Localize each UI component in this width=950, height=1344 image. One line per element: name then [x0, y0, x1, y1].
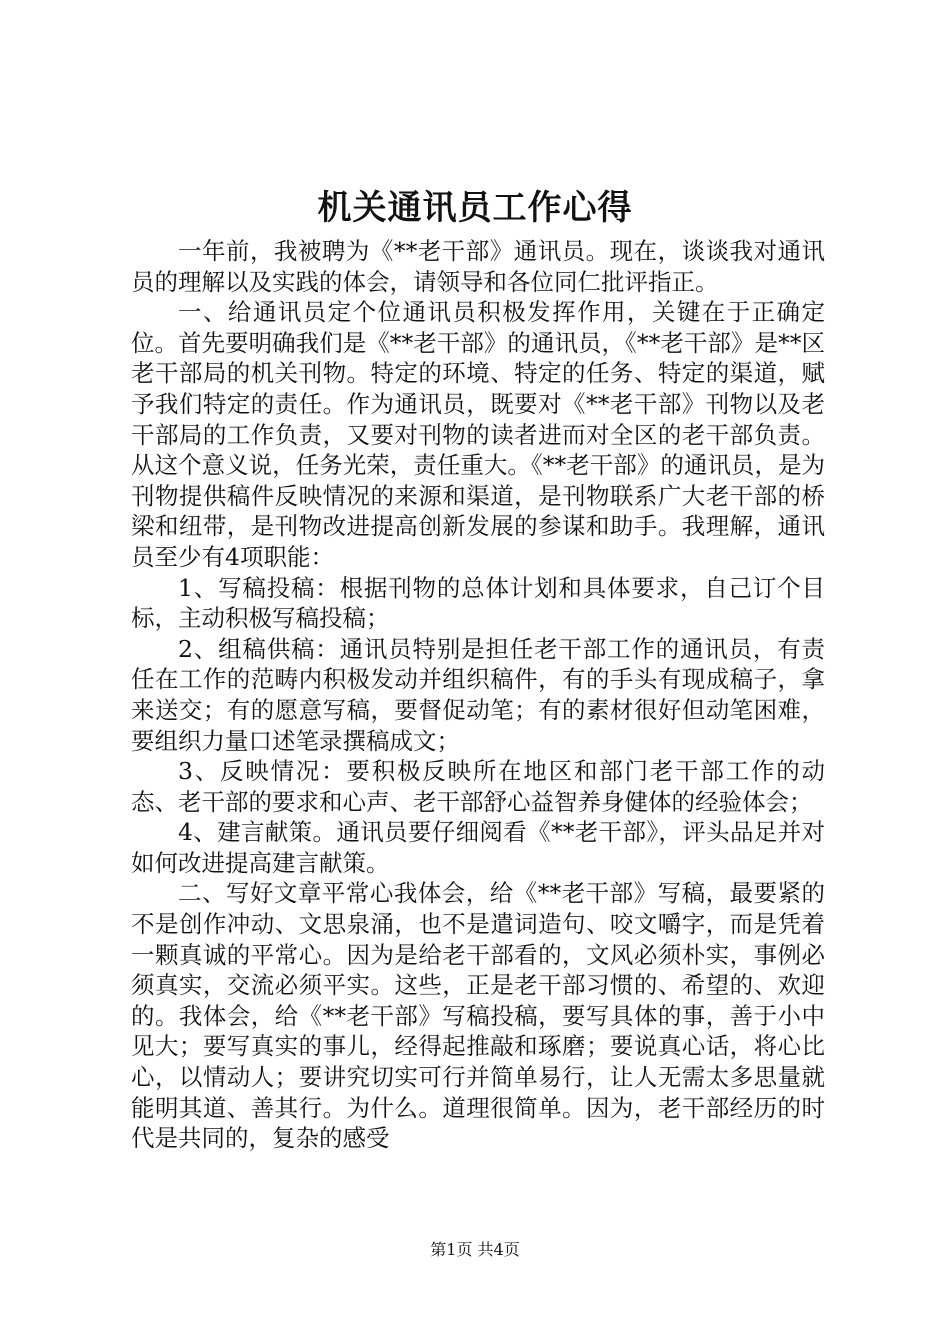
document-title: 机关通讯员工作心得	[317, 188, 633, 228]
paragraph-item-4: 4、建言献策。通讯员要仔细阅看《**老干部》，评头品足并对如何改进提高建言献策。	[131, 818, 825, 877]
paragraph-section-two: 二、写好文章平常心我体会，给《**老干部》写稿，最要紧的不是创作冲动、文思泉涌，也不是遣词造句、咬文嚼字，而是凭着一颗真诚的平常心。因为是给老干部看的，文风必须朴实，事例必须真实，交流必须平实。这些，正是老干部习惯的、希望的、欢迎的。我体会，给《**老干部》写稿投稿，要写具体的事，善于小中见大；要写真实的事儿，经得起推敲和琢磨；要说真心话，将心比心，以情动人；要讲究切实可行并简单易行，让人无需太多思量就能明其道、善其行。为什么。道理很简单。因为，老干部经历的时代是共同的，复杂的感受	[131, 879, 825, 1153]
paragraph-item-3: 3、反映情况：要积极反映所在地区和部门老干部工作的动态、老干部的要求和心声、老干部舒心益智养身健体的经验体会；	[131, 757, 825, 816]
paragraph-item-2: 2、组稿供稿：通讯员特别是担任老干部工作的通讯员，有责任在工作的范畴内积极发动并组织稿件，有的手头有现成稿子，拿来送交；有的愿意写稿，要督促动笔；有的素材很好但动笔困难，要组织力量口述笔录撰稿成文；	[131, 634, 825, 755]
paragraph-section-one: 一、给通讯员定个位通讯员积极发挥作用，关键在于正确定位。首先要明确我们是《**老干部》的通讯员，《**老干部》是**区老干部局的机关刊物。特定的环境、特定的任务、特定的渠道，赋予我们特定的责任。作为通讯员，既要对《**老干部》刊物以及老干部局的工作负责，又要对刊物的读者进而对全区的老干部负责。从这个意义说，任务光荣，责任重大。《**老干部》的通讯员，是为刊物提供稿件反映情况的来源和渠道，是刊物联系广大老干部的桥梁和纽带，是刊物改进提高创新发展的参谋和助手。我理解，通讯员至少有4项职能：	[131, 298, 825, 571]
paragraph-intro: 一年前，我被聘为《**老干部》通讯员。现在，谈谈我对通讯员的理解以及实践的体会，请领导和各位同仁批评指正。	[131, 237, 825, 296]
page-number-footer: 第1页 共4页	[430, 1240, 520, 1259]
document-body	[131, 236, 825, 1154]
paragraph-item-1: 1、写稿投稿：根据刊物的总体计划和具体要求，自己订个目标，主动积极写稿投稿；	[131, 573, 825, 633]
